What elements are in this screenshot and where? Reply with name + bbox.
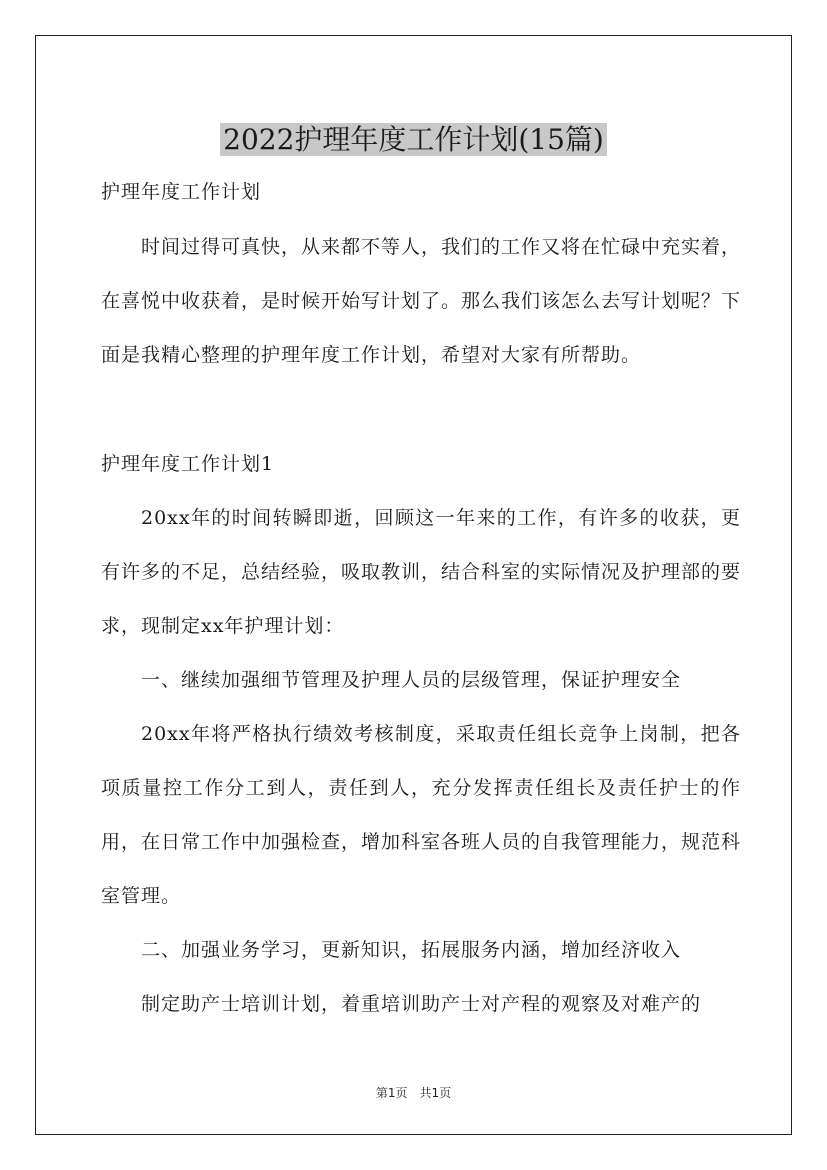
page-number-total: 共1页 <box>419 1086 452 1100</box>
section1-heading: 护理年度工作计划1 <box>101 453 275 475</box>
intro-paragraph: 时间过得可真快，从来都不等人，我们的工作又将在忙碌中充实着，在喜悦中收获着，是时候开始写计划了。那么我们该怎么去写计划呢？下面是我精心整理的护理年度工作计划，希望对大家有所帮助。 <box>101 236 742 366</box>
page-footer <box>0 1084 827 1101</box>
page-number-current: 第1页 <box>375 1086 408 1100</box>
section1-item1-body: 20xx年将严格执行绩效考核制度，采取责任组长竞争上岗制，把各项质量控工作分工到人，责任到人，充分发挥责任组长及责任护士的作用，在日常工作中加强检查，增加科室各班人员的自我管理能力，规范科室管理。 <box>101 723 742 907</box>
section1-paragraph1: 20xx年的时间转瞬即逝，回顾这一年来的工作，有许多的收获，更有许多的不足，总结经验，吸取教训，结合科室的实际情况及护理部的要求，现制定xx年护理计划： <box>101 507 742 637</box>
section1-item1-heading: 一、继续加强细节管理及护理人员的层级管理，保证护理安全 <box>141 669 682 691</box>
section1-item2-body: 制定助产士培训计划，着重培训助产士对产程的观察及对难产的 <box>141 993 702 1015</box>
section1-item2-heading: 二、加强业务学习，更新知识，拓展服务内涵，增加经济收入 <box>141 939 682 961</box>
document-title-text: 2022护理年度工作计划(15篇) <box>220 123 607 156</box>
document-title <box>0 117 827 163</box>
intro-heading: 护理年度工作计划 <box>101 181 262 203</box>
